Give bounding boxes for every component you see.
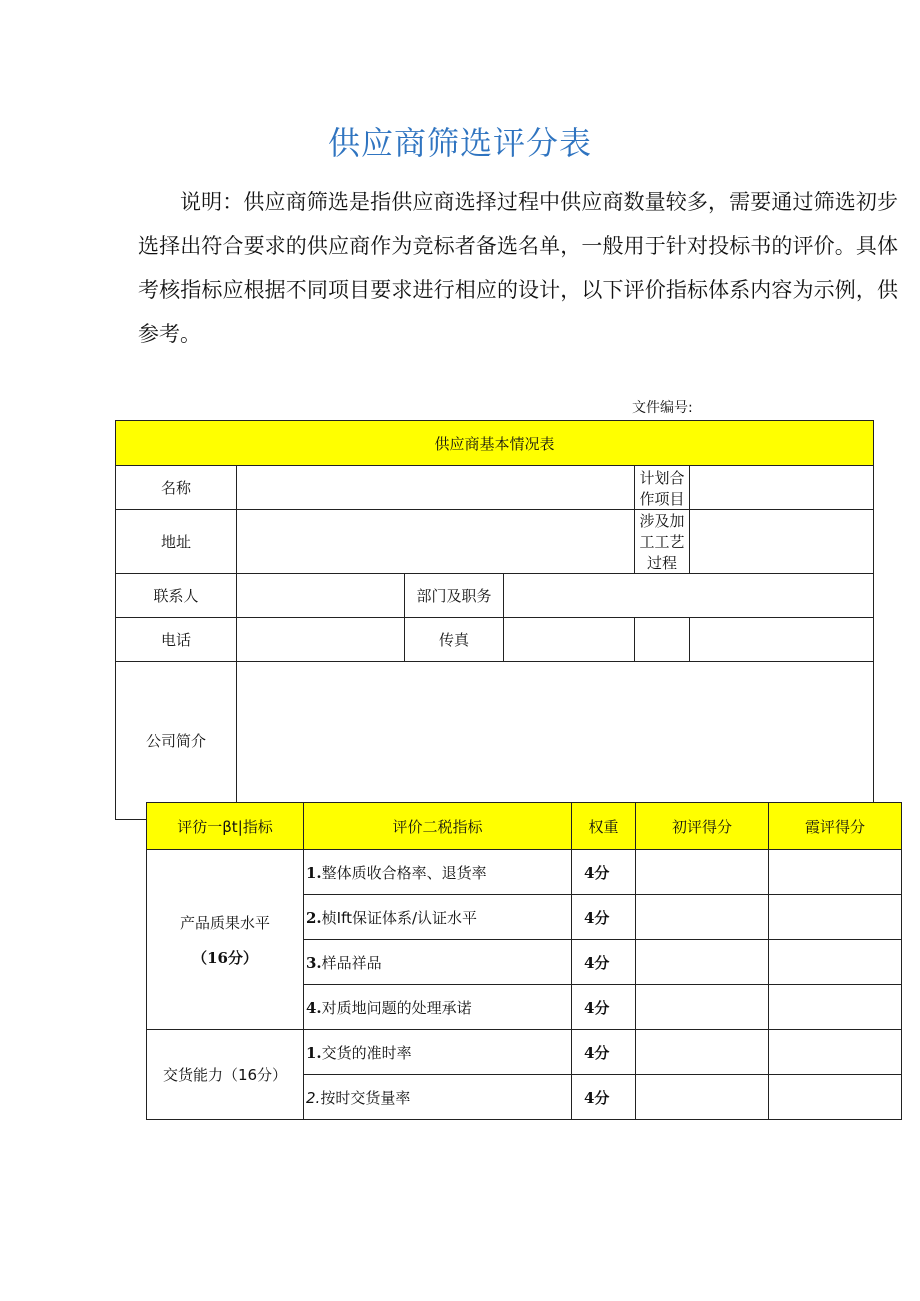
group-product-quality	[147, 850, 304, 1030]
indicator-text: 整体质收合格率、退货率	[321, 863, 487, 882]
initial-score-cell[interactable]	[636, 895, 769, 940]
process-label: 涉及加工工艺过程	[635, 510, 690, 574]
review-score-cell[interactable]	[769, 850, 902, 895]
weight-cell: 4分	[572, 1075, 636, 1120]
company-intro-value-cell[interactable]	[237, 662, 874, 820]
fax-label: 传真	[405, 618, 504, 662]
basic-table-title: 供应商基本情况表	[116, 421, 874, 466]
process-value-cell[interactable]	[690, 510, 874, 574]
contact-label: 联系人	[116, 574, 237, 618]
weight-cell: 4分	[572, 850, 636, 895]
dept-label: 部门及职务	[405, 574, 504, 618]
review-score-cell[interactable]	[769, 985, 902, 1030]
group-delivery-capability: 交货能力（16分）	[147, 1030, 304, 1120]
indicator-text: 交货的准时率	[321, 1043, 412, 1062]
header-review-score: 霞评得分	[769, 803, 902, 850]
indicator-number: 4.	[306, 998, 322, 1017]
initial-score-cell[interactable]	[636, 940, 769, 985]
indicator-cell	[304, 1075, 572, 1120]
group-product-quality-points: （16分）	[192, 948, 258, 967]
indicator-cell	[304, 895, 572, 940]
review-score-cell[interactable]	[769, 895, 902, 940]
project-label: 计划合作项目	[635, 466, 690, 510]
intro-paragraph: 说明：供应商筛选是指供应商选择过程中供应商数量较多，需要通过筛选初步选择出符合要求的供应商作为竞标者备选名单，一般用于针对投标书的评价。具体考核指标应根据不同项目要求进行相应的设计，以下评价指标体系内容为示例，供参考。	[138, 190, 898, 346]
company-intro-label: 公司简介	[116, 662, 237, 820]
intro-text	[138, 180, 898, 356]
contact-value-cell[interactable]	[237, 574, 405, 618]
indicator-number: 1.	[306, 1043, 322, 1062]
indicator-text: 对质地问题的处理承诺	[321, 998, 472, 1017]
header-initial-score: 初评得分	[636, 803, 769, 850]
address-label: 地址	[116, 510, 237, 574]
name-label: 名称	[116, 466, 237, 510]
indicator-text: 样品祥品	[321, 953, 382, 972]
indicator-number: 1.	[306, 863, 322, 882]
header-secondary-indicator: 评价二税指标	[304, 803, 572, 850]
header-weight: 权重	[572, 803, 636, 850]
weight-cell: 4分	[572, 940, 636, 985]
supplier-basic-info-table	[115, 420, 874, 820]
address-value-cell[interactable]	[237, 510, 635, 574]
initial-score-cell[interactable]	[636, 1030, 769, 1075]
initial-score-cell[interactable]	[636, 850, 769, 895]
weight-cell: 4分	[572, 985, 636, 1030]
initial-score-cell[interactable]	[636, 985, 769, 1030]
review-score-cell[interactable]	[769, 940, 902, 985]
initial-score-cell[interactable]	[636, 1075, 769, 1120]
indicator-number: 3.	[306, 953, 322, 972]
indicator-cell	[304, 850, 572, 895]
phone-label: 电话	[116, 618, 237, 662]
indicator-cell	[304, 940, 572, 985]
phone-value-cell[interactable]	[237, 618, 405, 662]
weight-cell: 4分	[572, 895, 636, 940]
project-value-cell[interactable]	[690, 466, 874, 510]
document-number-label: 文件编号:	[632, 400, 693, 416]
indicator-cell	[304, 985, 572, 1030]
dept-value-cell[interactable]	[504, 574, 874, 618]
indicator-cell	[304, 1030, 572, 1075]
weight-cell: 4分	[572, 1030, 636, 1075]
review-score-cell[interactable]	[769, 1075, 902, 1120]
header-primary-indicator: 评彷一βt|指标	[147, 803, 304, 850]
indicator-text: 桢Ift保证体系/认证水平	[321, 908, 478, 927]
fax-extra-cell-1[interactable]	[635, 618, 690, 662]
indicator-number: 2.	[306, 908, 322, 927]
evaluation-score-table	[146, 802, 902, 1120]
page-title: 供应商筛选评分表	[327, 124, 592, 162]
group-product-quality-label: 产品质果水平	[179, 913, 270, 932]
review-score-cell[interactable]	[769, 1030, 902, 1075]
indicator-number: 2.	[306, 1088, 321, 1107]
fax-extra-cell-2[interactable]	[690, 618, 874, 662]
indicator-text: 按时交货量率	[320, 1088, 411, 1107]
fax-value-cell[interactable]	[504, 618, 635, 662]
name-value-cell[interactable]	[237, 466, 635, 510]
